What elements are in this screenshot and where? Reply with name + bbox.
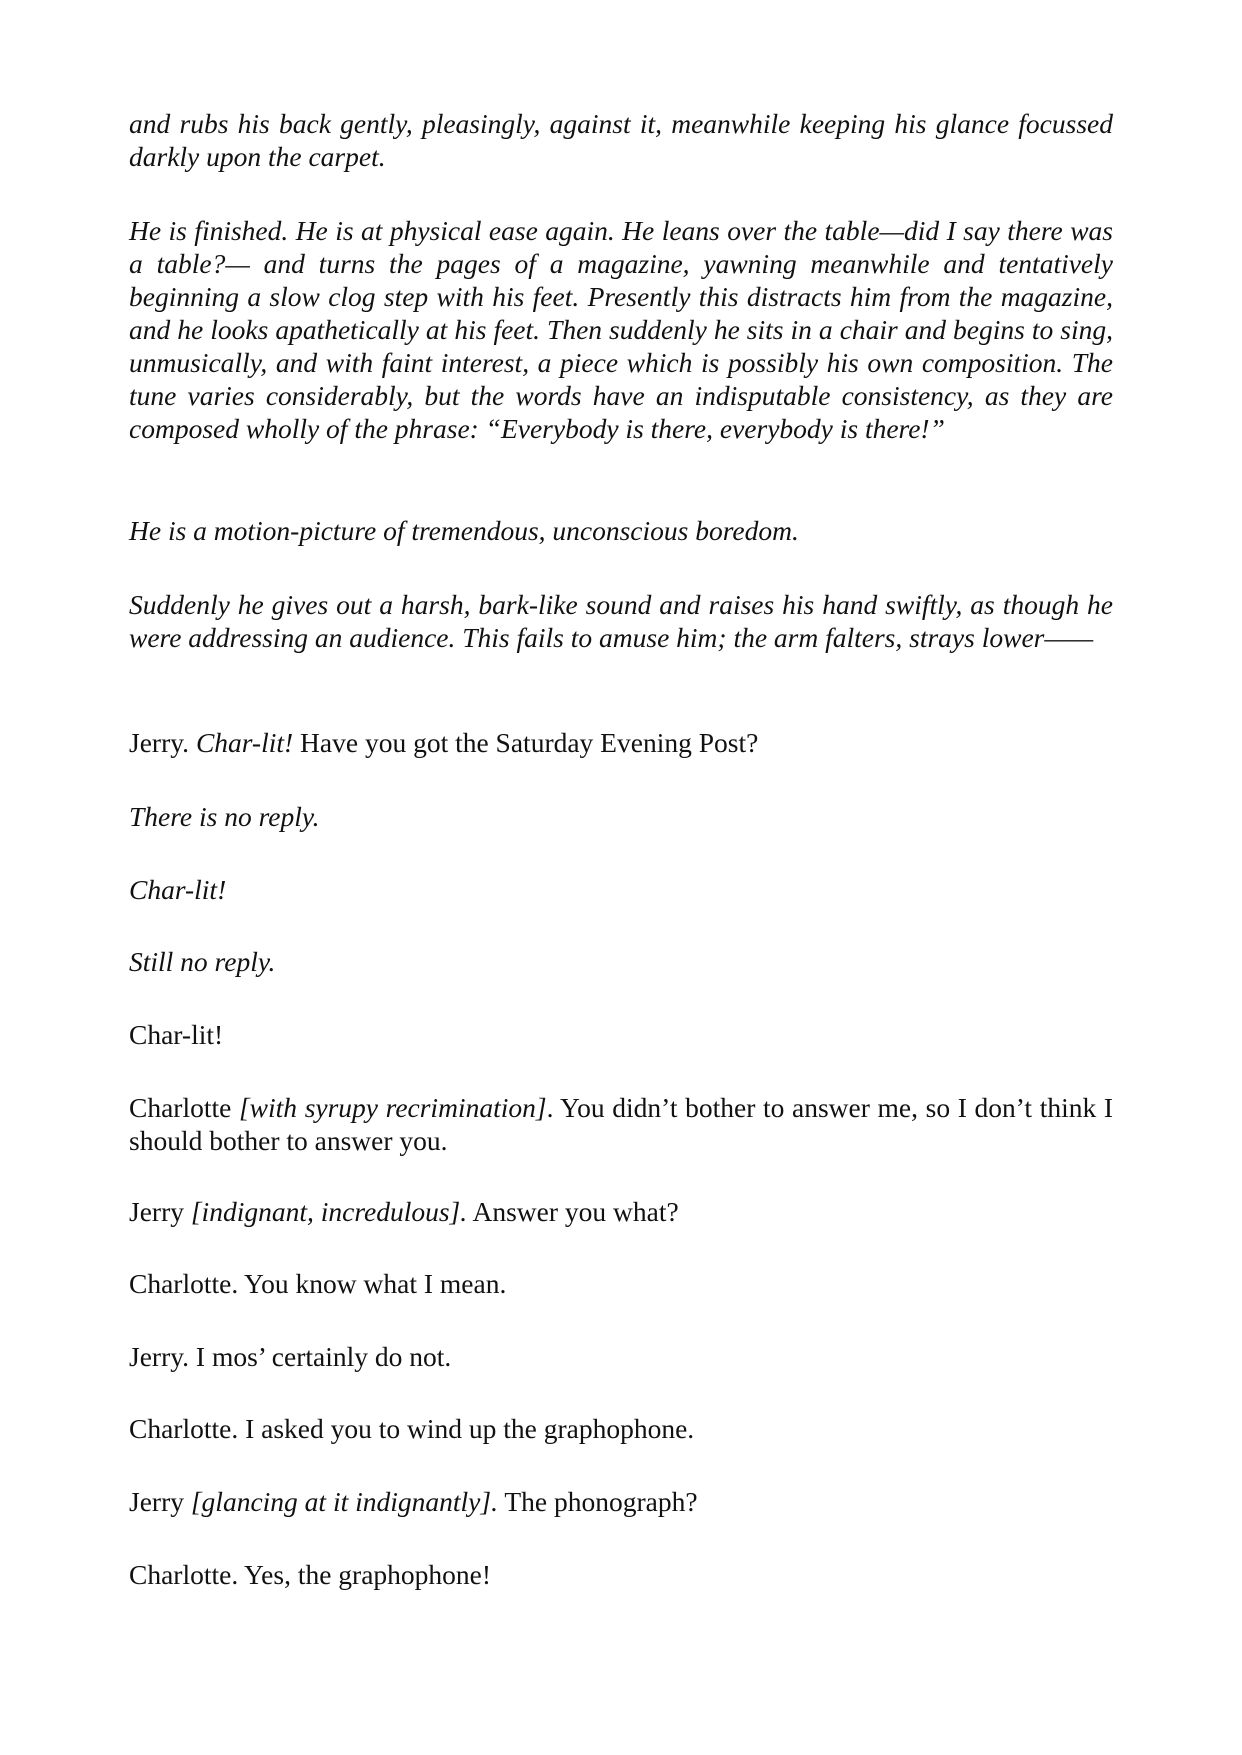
speaker-name: Charlotte	[129, 1092, 232, 1123]
dialogue-line: Charlotte. I asked you to wind up the graphophone.	[129, 1413, 695, 1444]
stage-direction-inline: [indignant, incredulous].	[190, 1196, 468, 1227]
spoken-text: . You didn’t bother to answer me, so I don’t think I should bother to answer you.	[129, 1092, 1114, 1156]
spoken-text: The phonograph?	[504, 1486, 698, 1517]
dialogue-line	[129, 1485, 1113, 1518]
speaker-name: Jerry.	[129, 727, 190, 758]
stage-direction-paragraph: and rubs his back gently, pleasingly, against it, meanwhile keeping his glance focussed darkly upon the carpet.	[129, 108, 1113, 172]
stage-direction-inline: [glancing at it indignantly].	[190, 1486, 498, 1517]
dialogue-line	[129, 1195, 1113, 1228]
stage-direction-paragraph: He is finished. He is at physical ease again. He leans over the table—did I say there was a table?— and turns the pages of a magazine, yawning meanwhile and tentatively beginning a slow clog step with his feet. Presently this distracts him from the magazine, and he looks apathetically at his feet. Then suddenly he sits in a chair and begins to sing, unmusically, and with faint interest, a piece which is possibly his own composition. The tune varies considerably, but the words have an indisputable consistency, as they are composed wholly of the phrase: “Everybody is there, everybody is there!”	[129, 215, 1113, 444]
dialogue-line: Char-lit!	[129, 1019, 224, 1050]
dialogue-line: Charlotte. You know what I mean.	[129, 1268, 507, 1299]
speaker-name: Jerry	[129, 1486, 184, 1517]
emphasized-text: Char-lit!	[195, 727, 294, 758]
stage-direction-paragraph: He is a motion-picture of tremendous, unconscious boredom.	[129, 515, 799, 546]
dialogue-line: Charlotte. Yes, the graphophone!	[129, 1559, 492, 1590]
stage-direction-paragraph: Still no reply.	[129, 946, 276, 977]
speaker-name: Jerry	[129, 1196, 184, 1227]
stage-direction-paragraph: Char-lit!	[129, 874, 227, 905]
dialogue-line	[129, 726, 1113, 759]
stage-direction-paragraph: Suddenly he gives out a harsh, bark-like sound and raises his hand swiftly, as though he were addressing an audience. This fails to amuse him; the arm falters, strays lower——	[129, 589, 1113, 653]
spoken-text: Answer you what?	[472, 1196, 679, 1227]
spoken-text: Have you got the Saturday Evening Post?	[300, 727, 759, 758]
stage-direction-inline: [with syrupy recrimination]	[238, 1092, 547, 1123]
stage-direction-paragraph: There is no reply.	[129, 801, 320, 832]
dialogue-line	[129, 1091, 1113, 1157]
dialogue-line: Jerry. I mos’ certainly do not.	[129, 1341, 452, 1372]
